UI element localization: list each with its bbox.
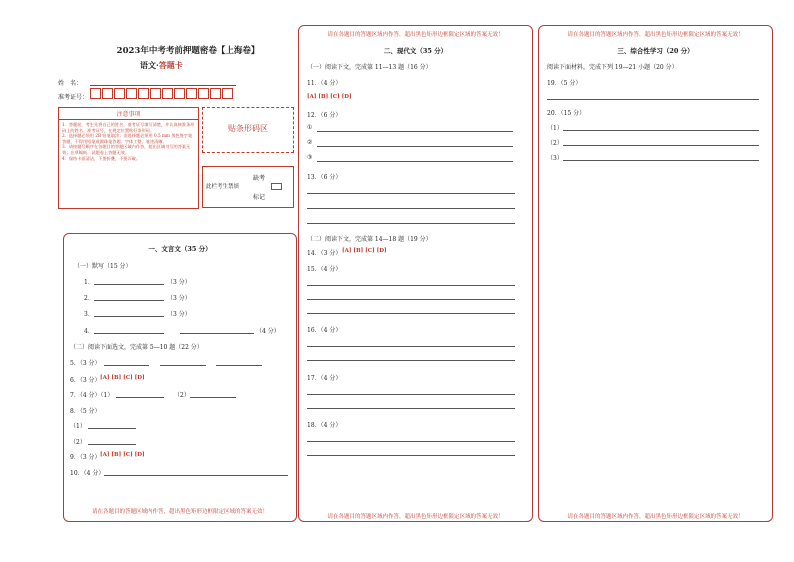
section-3-warning-bottom: 请在各题目的答题区域内作答，超出黑色矩形边框限定区域的答案无效！ — [567, 514, 744, 520]
part-2-heading: （二）阅读下文，完成第 14—18 题（19 分） — [307, 236, 432, 243]
q8-sub-2: （2） — [70, 439, 86, 446]
q8-line-2[interactable] — [88, 444, 136, 445]
subtitle-sep: · — [156, 60, 159, 70]
name-label: 姓 名： — [58, 80, 83, 87]
q20-sub-2: （2） — [547, 140, 563, 147]
dictation-4-line-b[interactable] — [180, 333, 254, 334]
part-1-heading: （一）默写（15 分） — [74, 263, 132, 270]
dictation-4-score: （4 分） — [256, 328, 280, 335]
q15-label: 15．（4 分） — [307, 266, 342, 273]
section-3-warning-top: 请在各题目的答题区域内作答，超出黑色矩形边框限定区域的答案无效！ — [567, 32, 744, 38]
section-2-warning-bottom: 请在各题目的答题区域内作答，超出黑色矩形边框限定区域的答案无效！ — [327, 514, 504, 520]
q19-label: 19．（5 分） — [547, 80, 582, 87]
q13-line-3[interactable] — [307, 223, 515, 224]
q20-label: 20．（15 分） — [547, 110, 586, 117]
q13-label: 13．（6 分） — [307, 174, 342, 181]
q6-options[interactable]: [A] [B] [C] [D] — [100, 375, 145, 381]
notice-title: 注意事项 — [59, 108, 198, 120]
q15-line-1[interactable] — [307, 285, 515, 286]
q8-sub-1: （1） — [70, 423, 86, 430]
section-3-title: 三、综合性学习（20 分） — [617, 47, 694, 55]
subtitle-suffix: 答题卡 — [158, 60, 183, 70]
name-field[interactable] — [90, 85, 236, 86]
q11-label: 11．（4 分） — [307, 80, 342, 87]
q7-label: 7．（4 分）（1） — [70, 392, 114, 399]
section-1-box — [63, 233, 297, 522]
section-3-intro: 阅读下面材料，完成下列 19—21 小题（20 分） — [547, 64, 678, 71]
q14-options[interactable]: [A] [B] [C] [D] — [342, 248, 387, 254]
q12-circle-2: ② — [307, 139, 313, 146]
q14-label: 14．（3 分） — [307, 250, 342, 257]
q18-line-2[interactable] — [307, 455, 515, 456]
q10-label: 10．（4 分） — [70, 470, 105, 477]
q13-line-2[interactable] — [307, 208, 515, 209]
q20-sub-3: （3） — [547, 155, 563, 162]
q17-line-2[interactable] — [307, 408, 515, 409]
part-2-heading: （二）阅读下面选文，完成第 5—10 题（22 分） — [70, 344, 203, 351]
notice-item: 1．答题前，考生先将自己的姓名，准考证号填写清楚，并认真核准条形码上的姓名、准考证号，在规定位置贴好条形码。 — [62, 122, 195, 133]
section-1-warning: 请在各题目的答题区域内作答，超出黑色矩形边框限定区域的答案无效！ — [91, 509, 268, 515]
notice-item: 3．请按题号顺序在各题目的答题区域内作答，超出区域书写的答案无效；在草稿纸、试题卷上答题无效。 — [62, 144, 191, 155]
dictation-4: 4． — [84, 328, 94, 335]
q18-line-1[interactable] — [307, 441, 515, 442]
q9-options[interactable]: [A] [B] [C] [D] — [100, 452, 145, 458]
q17-line-1[interactable] — [307, 394, 515, 395]
q6-label: 6．（3 分） — [70, 377, 101, 384]
part-1-heading: （一）阅读下文，完成第 11—13 题（16 分） — [307, 64, 432, 71]
q7-sub-2: （2） — [174, 392, 190, 399]
q12-line-1[interactable] — [317, 131, 513, 132]
section-3-box — [538, 25, 773, 522]
dictation-3-score: （3 分） — [167, 311, 191, 318]
absent-label-3: 标记 — [253, 194, 266, 201]
notice-item: 4．保持卡面清洁，不要折叠，不要弄破。 — [62, 155, 141, 161]
subtitle-prefix: 语文 — [140, 60, 156, 70]
page-title: 2023年中考考前押题密卷【上海卷】 — [116, 46, 260, 56]
section-2-title: 二、现代文（35 分） — [383, 47, 448, 55]
q7-line-2[interactable] — [190, 397, 236, 398]
dictation-3-line[interactable] — [94, 316, 164, 317]
q11-options[interactable]: [A] [B] [C] [D] — [307, 94, 352, 100]
q20-sub-1: （1） — [547, 125, 563, 132]
q16-line-2[interactable] — [307, 360, 515, 361]
q8-line-1[interactable] — [88, 428, 136, 429]
dictation-1-score: （3 分） — [167, 279, 191, 286]
q15-line-3[interactable] — [307, 313, 515, 314]
q12-circle-1: ① — [307, 124, 313, 131]
q12-circle-3: ③ — [307, 154, 313, 161]
barcode-label: 贴条形码区 — [228, 124, 268, 133]
exam-id-label: 准考证号： — [58, 94, 89, 101]
q17-label: 17．（4 分） — [307, 375, 342, 382]
dictation-3: 3． — [84, 311, 94, 318]
q18-label: 18．（4 分） — [307, 422, 342, 429]
section-2-warning-top: 请在各题目的答题区域内作答，超出黑色矩形边框限定区域的答案无效！ — [327, 32, 504, 38]
q9-label: 9．（3 分） — [70, 454, 101, 461]
notice-box — [58, 107, 199, 209]
absent-label-1: 缺考 — [253, 175, 266, 182]
q12-line-2[interactable] — [317, 146, 513, 147]
q16-line-1[interactable] — [307, 346, 515, 347]
q12-line-3[interactable] — [317, 161, 513, 162]
absent-label-2: 此栏考生禁填 — [206, 184, 240, 190]
absent-box — [202, 166, 294, 208]
q20-line-3[interactable] — [563, 160, 759, 161]
q15-line-2[interactable] — [307, 299, 515, 300]
dictation-2-line[interactable] — [94, 300, 164, 301]
dictation-2-score: （3 分） — [167, 295, 191, 302]
section-2-box — [298, 25, 533, 522]
q5-line-c[interactable] — [216, 365, 262, 366]
q19-line[interactable] — [547, 99, 759, 100]
q10-line[interactable] — [104, 475, 288, 476]
absent-checkbox[interactable] — [271, 183, 282, 190]
q13-line-1[interactable] — [307, 193, 515, 194]
notice-item: 2．选择题必须用 2B 铅笔填涂；非选择题必须用 0.5 mm 黑色签字笔答题，不得用铅笔或圆珠笔答题；字体工整、笔迹清晰。 — [62, 133, 193, 144]
q5-line-b[interactable] — [160, 365, 206, 366]
dictation-4-line-a[interactable] — [94, 333, 164, 334]
dictation-1: 1． — [84, 279, 94, 286]
q7-line-1[interactable] — [116, 397, 164, 398]
q20-line-1[interactable] — [563, 130, 759, 131]
exam-id-boxes[interactable] — [90, 88, 234, 99]
q5-label: 5．（3 分） — [70, 360, 101, 367]
subtitle — [140, 60, 183, 71]
q8-label: 8．（5 分） — [70, 408, 101, 415]
section-1-title: 一、文言文（35 分） — [148, 245, 212, 253]
q16-label: 16．（4 分） — [307, 327, 342, 334]
q20-line-2[interactable] — [563, 145, 759, 146]
dictation-1-line[interactable] — [94, 284, 164, 285]
dictation-2: 2． — [84, 295, 94, 302]
q5-line-a[interactable] — [104, 365, 149, 366]
q12-label: 12．（6 分） — [307, 112, 342, 119]
